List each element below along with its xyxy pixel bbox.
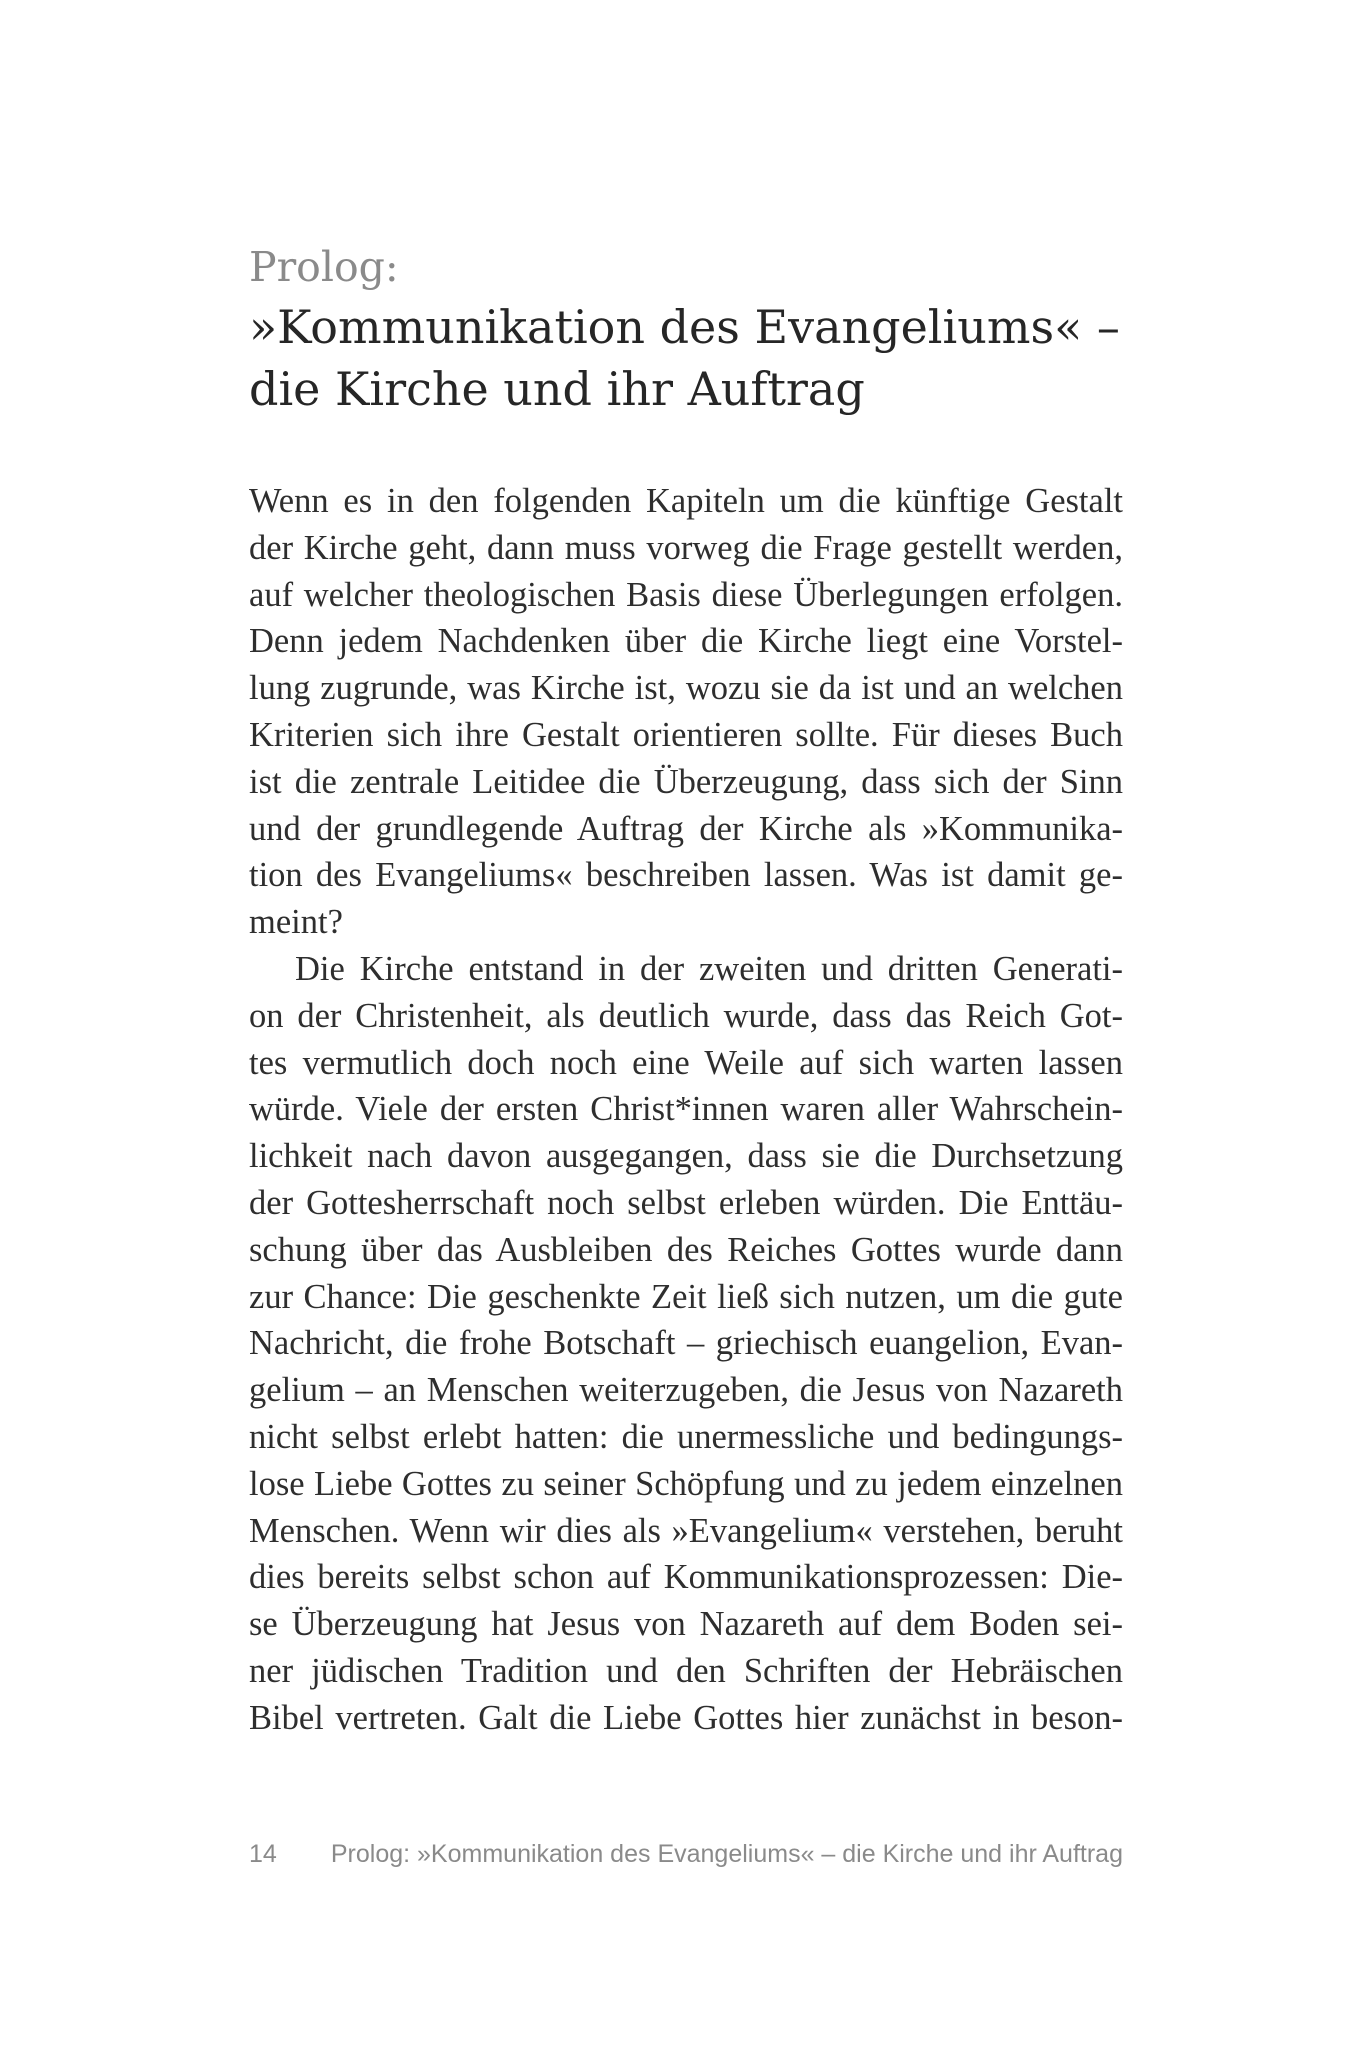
page-number: 14 (249, 1840, 277, 1868)
text-line: Menschen. Wenn wir dies als »Evangelium« verstehen, beruht (249, 1511, 1123, 1550)
page-footer (249, 1836, 1123, 1872)
text-line: auf welcher theologischen Basis diese Überlegungen erfolgen. (249, 575, 1123, 614)
running-head: Prolog: »Kommunikation des Evangeliums« – die Kirche und ihr Auftrag (330, 1840, 1123, 1868)
chapter-label: Prolog: (249, 243, 399, 291)
text-line: ner jüdischen Tradition und den Schriften der Hebräischen (249, 1651, 1123, 1690)
text-line: der Gottesherrschaft noch selbst erleben würden. Die Enttäu- (249, 1183, 1123, 1222)
text-line: lung zugrunde, was Kirche ist, wozu sie da ist und an welchen (249, 669, 1123, 708)
text-line: dies bereits selbst schon auf Kommunikationsprozessen: Die- (249, 1558, 1123, 1597)
text-line: Wenn es in den folgenden Kapiteln um die künftige Gestalt (249, 482, 1123, 520)
text-line: zur Chance: Die geschenkte Zeit ließ sich nutzen, um die gute (249, 1277, 1123, 1316)
text-line: on der Christenheit, als deutlich wurde, dass das Reich Got- (249, 996, 1123, 1035)
text-line: Nachricht, die frohe Botschaft – griechisch euangelion, Evan- (249, 1324, 1123, 1363)
text-line: schung über das Ausbleiben des Reiches Gottes wurde dann (249, 1230, 1123, 1269)
text-line: Die Kirche entstand in der zweiten und dritten Generati- (295, 949, 1123, 988)
paragraph (249, 478, 1123, 946)
text-line: der Kirche geht, dann muss vorweg die Frage gestellt werden, (249, 528, 1123, 567)
text-line: tion des Evangeliums« beschreiben lassen. Was ist damit ge- (249, 856, 1123, 895)
chapter-title-line: »Kommunikation des Evangeliums« – (249, 300, 1120, 354)
paragraph (249, 946, 1123, 1742)
text-line: se Überzeugung hat Jesus von Nazareth auf dem Boden sei- (249, 1605, 1123, 1644)
text-line: Kriterien sich ihre Gestalt orientieren sollte. Für dieses Buch (249, 715, 1123, 754)
text-line: ist die zentrale Leitidee die Überzeugung, dass sich der Sinn (249, 762, 1123, 801)
body-text (249, 478, 1123, 1742)
text-line: lichkeit nach davon ausgegangen, dass sie die Durchsetzung (249, 1137, 1123, 1176)
text-line: nicht selbst erlebt hatten: die unermessliche und bedingungs- (249, 1417, 1123, 1456)
text-line: tes vermutlich doch noch eine Weile auf sich warten lassen (249, 1043, 1123, 1082)
text-line: meint? (249, 903, 343, 942)
text-line: gelium – an Menschen weiterzugeben, die Jesus von Nazareth (249, 1371, 1123, 1410)
chapter-title-line: die Kirche und ihr Auftrag (249, 362, 865, 416)
text-line: lose Liebe Gottes zu seiner Schöpfung und zu jedem einzelnen (249, 1464, 1123, 1503)
chapter-title (249, 296, 1129, 420)
text-line: und der grundlegende Auftrag der Kirche als »Kommunika- (249, 809, 1123, 848)
text-line: Denn jedem Nachdenken über die Kirche liegt eine Vorstel- (249, 622, 1123, 661)
text-line: Bibel vertreten. Galt die Liebe Gottes hier zunächst in beson- (249, 1698, 1123, 1737)
text-line: würde. Viele der ersten Christ*innen waren aller Wahrschein- (249, 1090, 1123, 1129)
